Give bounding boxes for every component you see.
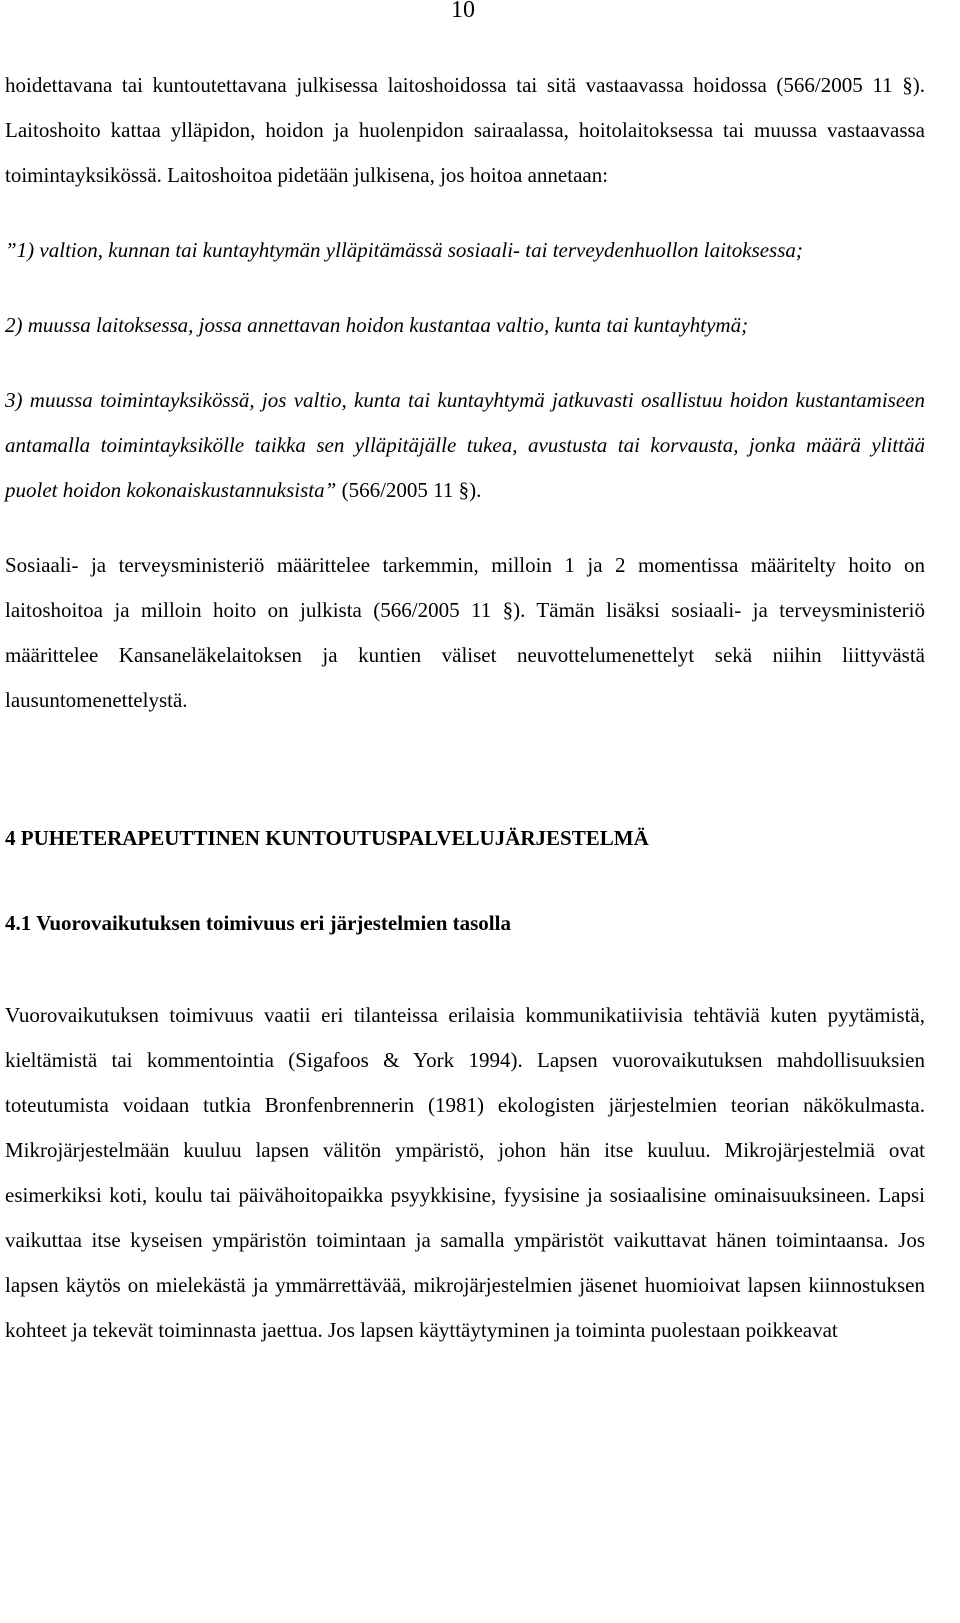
page-content bbox=[5, 63, 925, 1353]
paragraph-ministry: Sosiaali- ja terveysministeriö määrittelee tarkemmin, milloin 1 ja 2 momentissa määritelty hoito on laitoshoitoa ja milloin hoito on julkista (566/2005 11 §). Tämän lisäksi sosiaali- ja terveysministeriö määrittelee Kansaneläkelaitoksen ja kuntien väliset neuvottelumenettelyt sekä niihin liittyvästä lausuntomenettelystä. bbox=[5, 553, 925, 712]
section-heading: 4.1 Vuorovaikutuksen toimivuus eri järjestelmien tasolla bbox=[5, 911, 511, 935]
quoted-item-3: 3) muussa toimintayksikössä, jos valtio, kunta tai kuntayhtymä jatkuvasti osallistuu hoidon kustantamiseen antamalla toimintayksikölle taikka sen ylläpitäjälle tukea, avustusta tai korvausta, jonka määrä ylittää puolet hoidon kokonaiskustannuksista” bbox=[5, 388, 925, 502]
paragraph-laitoshoito: hoidettavana tai kuntoutettavana julkisessa laitoshoidossa tai sitä vastaavassa hoidossa (566/2005 11 §). Laitoshoito kattaa ylläpidon, hoidon ja huolenpidon sairaalassa, hoitolaitoksessa tai muussa vastaavassa toimintayksikössä. Laitoshoitoa pidetään julkisena, jos hoitoa annetaan: bbox=[5, 73, 925, 187]
quote-citation: (566/2005 11 §). bbox=[336, 478, 482, 502]
quoted-item-1: ”1) valtion, kunnan tai kuntayhtymän ylläpitämässä sosiaali- tai terveydenhuollon laitoksessa; bbox=[5, 238, 803, 262]
page-number: 10 bbox=[451, 0, 475, 23]
quoted-item-3-block bbox=[5, 378, 925, 513]
quoted-item-2: 2) muussa laitoksessa, jossa annettavan hoidon kustantaa valtio, kunta tai kuntayhtymä; bbox=[5, 313, 749, 337]
chapter-heading: 4 PUHETERAPEUTTINEN KUNTOUTUSPALVELUJÄRJESTELMÄ bbox=[5, 826, 649, 850]
paragraph-interaction: Vuorovaikutuksen toimivuus vaatii eri tilanteissa erilaisia kommunikatiivisia tehtäviä kuten pyytämistä, kieltämistä tai kommentointia (Sigafoos & York 1994). Lapsen vuorovaikutuksen mahdollisuuksien toteutumista voidaan tutkia Bronfenbrennerin (1981) ekologisten järjestelmien teorian näkökulmasta. Mikrojärjestelmään kuuluu lapsen välitön ympäristö, johon hän itse kuuluu. Mikrojärjestelmiä ovat esimerkiksi koti, koulu tai päivähoitopaikka psyykkisine, fyysisine ja sosiaalisine ominaisuuksineen. Lapsi vaikuttaa itse kyseisen ympäristön toimintaan ja samalla ympäristöt vaikuttavat hänen toimintaansa. Jos lapsen käytös on mielekästä ja ymmärrettävää, mikrojärjestelmien jäsenet huomioivat lapsen kiinnostuksen kohteet ja tekevät toiminnasta jaettua. Jos lapsen käyttäytyminen ja toiminta puolestaan poikkeavat bbox=[5, 1003, 925, 1342]
